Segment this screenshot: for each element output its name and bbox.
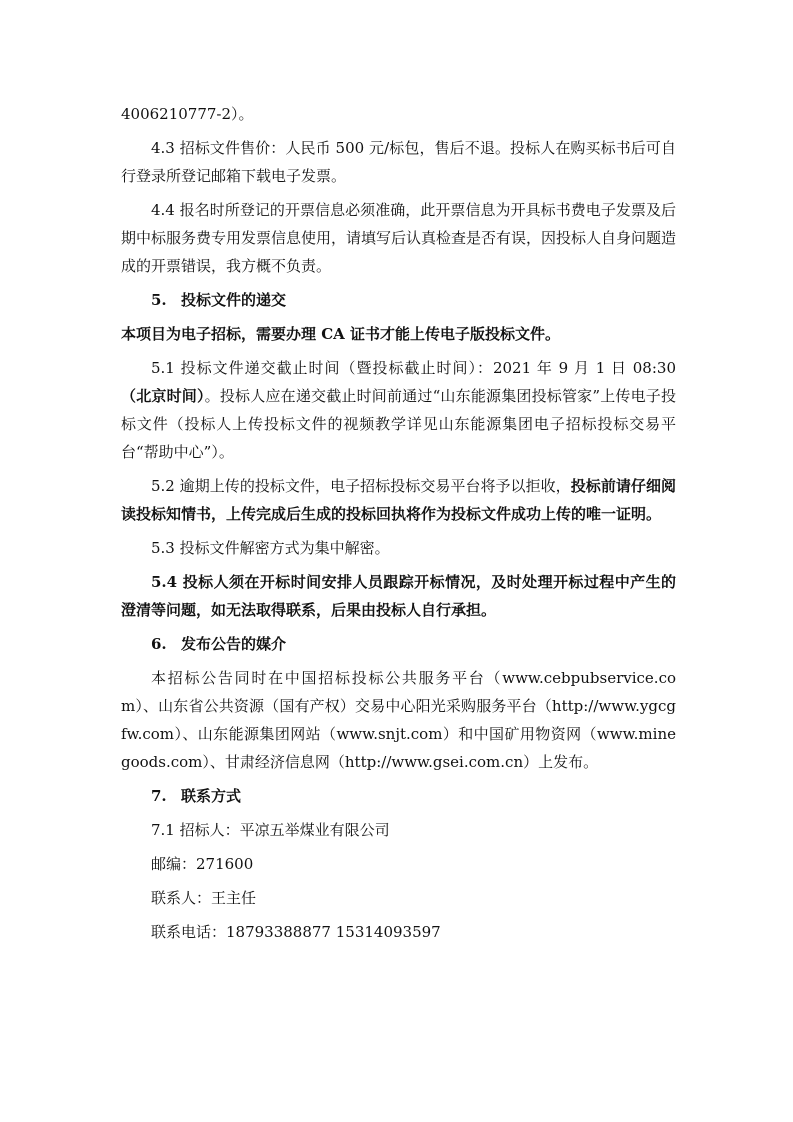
deadline-text: 5.1 投标文件递交截止时间（暨投标截止时间）：2021 年 9 月 1 日 08:30 <box>151 359 676 377</box>
receipt-proof-text: 投标前请仔细阅读投标知情书，上传完成后生成的投标回执将作为投标文件成功上传的唯一证明。 <box>121 477 676 523</box>
section-heading-6 <box>121 630 676 658</box>
paragraph-5-3: 5.3 投标文件解密方式为集中解密。 <box>151 539 390 557</box>
section-title: 联系方式 <box>181 787 242 805</box>
section-number: 7. <box>151 787 167 805</box>
upload-instruction-text: 。投标人应在递交截止时间前通过“山东能源集团投标管家”上传电子投标文件（投标人上传投标文件的视频教学详见山东能源集团电子招标投标交易平台“帮助中心”）。 <box>121 387 676 461</box>
section-title: 投标文件的递交 <box>181 291 287 309</box>
section-number: 5. <box>151 291 167 309</box>
paragraph-phone-tail: 4006210777-2）。 <box>121 105 254 123</box>
paragraph-4-3: 4.3 招标文件售价：人民币 500 元/标包，售后不退。投标人在购买标书后可自行登录所登记邮箱下载电子发票。 <box>121 139 676 185</box>
paragraph-6-media: 本招标公告同时在中国招标投标公共服务平台（www.cebpubservice.com）、山东省公共资源（国有产权）交易中心阳光采购服务平台（http://www.ygcgfw.com）、山东能源集团网站（www.snjt.com）和中国矿用物资网（www.minegoods.com）、甘肃经济信息网（http://www.gsei.com.cn）上发布。 <box>121 669 676 771</box>
paragraph-4-4: 4.4 报名时所登记的开票信息必须准确，此开票信息为开具标书费电子发票及后期中标服务费专用发票信息使用，请填写后认真检查是否有误，因投标人自身问题造成的开票错误，我方概不负责。 <box>121 201 677 275</box>
section-number: 6. <box>151 635 167 653</box>
paragraph-contact-person: 联系人：王主任 <box>151 889 257 907</box>
section-heading-5 <box>121 286 676 314</box>
paragraph-5-4: 5.4 投标人须在开标时间安排人员跟踪开标情况，及时处理开标过程中产生的澄清等问题，如无法取得联系，后果由投标人自行承担。 <box>121 573 676 619</box>
beijing-time-text: （北京时间） <box>121 387 205 405</box>
document-body <box>121 100 676 952</box>
paragraph-contact-phone: 联系电话：18793388877 15314093597 <box>151 923 441 941</box>
section-title: 发布公告的媒介 <box>181 635 287 653</box>
section-heading-7 <box>121 782 676 810</box>
paragraph-7-1-tenderer: 7.1 招标人：平凉五举煤业有限公司 <box>151 821 390 839</box>
paragraph-5-bold-note: 本项目为电子招标，需要办理 CA 证书才能上传电子版投标文件。 <box>121 325 561 343</box>
late-rejection-text: 5.2 逾期上传的投标文件，电子招标投标交易平台将予以拒收， <box>151 477 571 495</box>
paragraph-5-2 <box>121 472 676 528</box>
paragraph-postcode: 邮编：271600 <box>151 855 254 873</box>
paragraph-5-1 <box>121 354 676 466</box>
